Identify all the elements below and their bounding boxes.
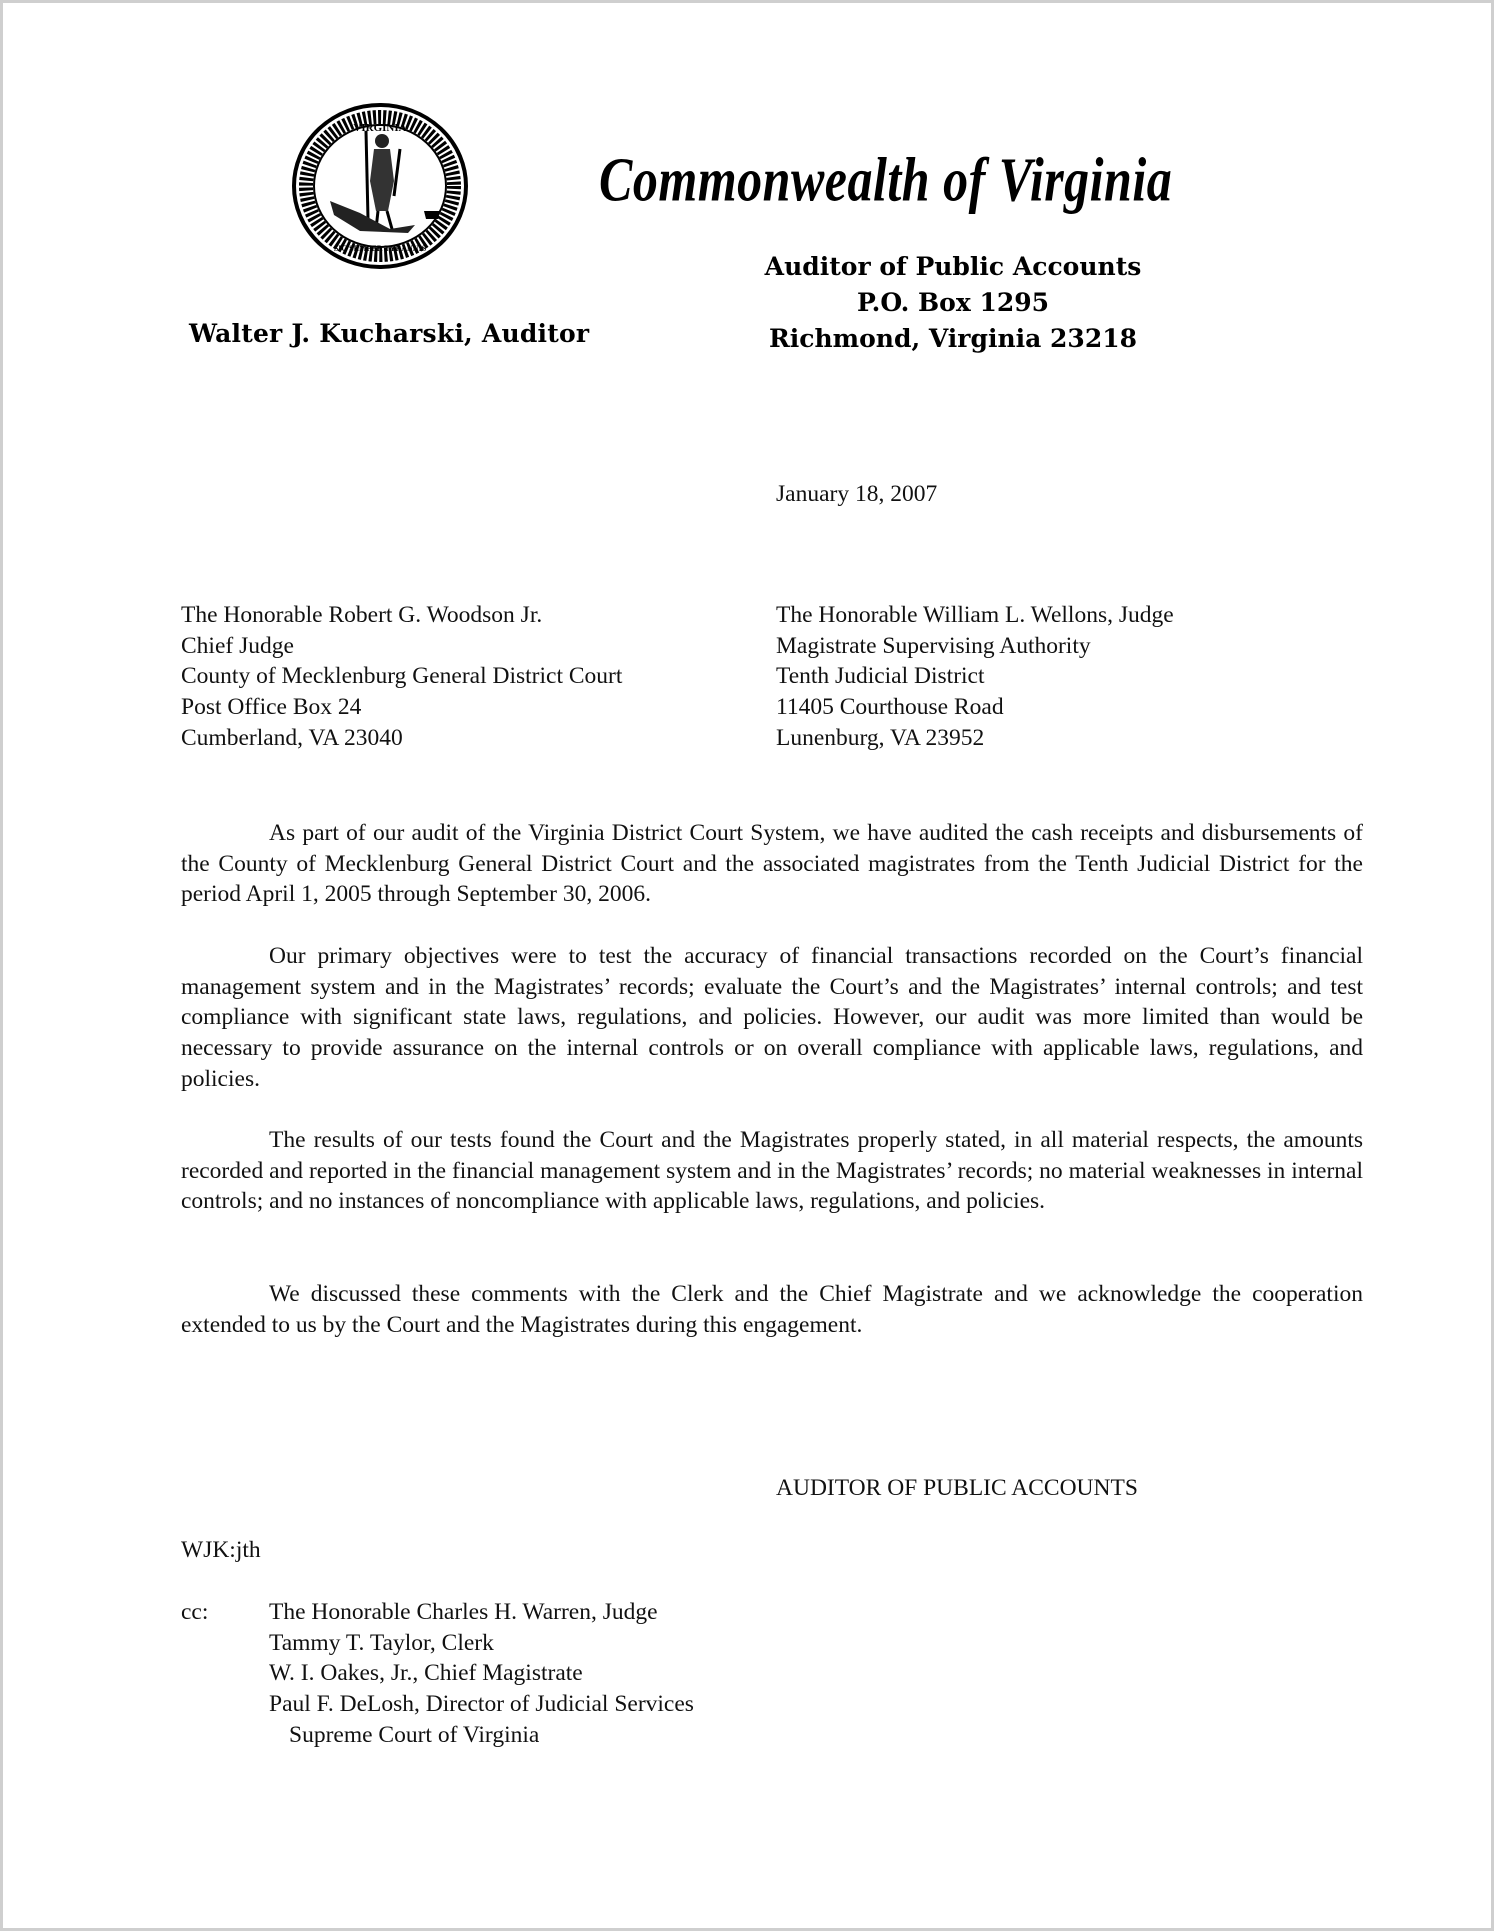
address-line: The Honorable Robert G. Woodson Jr.: [181, 602, 543, 628]
address-line: Cumberland, VA 23040: [181, 724, 403, 751]
cc-recipient: W. I. Oakes, Jr., Chief Magistrate: [269, 1660, 583, 1687]
office-po-box: P.O. Box 1295: [856, 288, 1050, 317]
letterhead-title: Commonwealth of Virginia: [599, 144, 1173, 215]
cc-label: cc:: [181, 1599, 209, 1625]
svg-text:SIC SEMPER TYRANNIS: SIC SEMPER TYRANNIS: [333, 244, 427, 253]
cc-recipient-list: [269, 1597, 694, 1751]
address-line: Magistrate Supervising Authority: [776, 632, 1091, 659]
office-address-block: [743, 249, 1163, 357]
body-paragraph: The results of our tests found the Court and the Magistrates properly stated, in all material respects, the amounts recorded and reported in the financial management system and in the Magistrates’ records; no material weaknesses in internal controls; and no instances of noncompliance with applicable laws, regulations, and policies.: [181, 1127, 1363, 1215]
body-paragraph: As part of our audit of the Virginia District Court System, we have audited the cash receipts and disbursements of the County of Mecklenburg General District Court and the associated magistrates from the Tenth Judicial District for the period April 1, 2005 through September 30, 2006.: [181, 820, 1363, 908]
signature-block: AUDITOR OF PUBLIC ACCOUNTS: [776, 1475, 1138, 1501]
address-line: Tenth Judicial District: [776, 663, 985, 690]
cc-recipient: Supreme Court of Virginia: [289, 1721, 540, 1748]
typist-initials: WJK:jth: [181, 1537, 261, 1563]
cc-recipient: The Honorable Charles H. Warren, Judge: [269, 1599, 658, 1625]
address-line: Post Office Box 24: [181, 694, 362, 721]
cc-recipient: Paul F. DeLosh, Director of Judicial Services: [269, 1691, 694, 1718]
office-name: Auditor of Public Accounts: [764, 252, 1142, 281]
office-city-state-zip: Richmond, Virginia 23218: [768, 324, 1138, 353]
body-paragraph: Our primary objectives were to test the accuracy of financial transactions recorded on the Court’s financial management system and in the Magistrates’ records; evaluate the Court’s and the Magistrates’ internal controls; and test compliance with significant state laws, regulations, and policies. However, our audit was more limited than would be necessary to provide assurance on the internal controls or on overall compliance with applicable laws, regulations, and policies.: [181, 943, 1363, 1092]
letter-date: January 18, 2007: [776, 481, 938, 507]
recipient-address-left: [181, 600, 622, 754]
address-line: Lunenburg, VA 23952: [776, 724, 985, 751]
address-line: Chief Judge: [181, 632, 294, 659]
recipient-address-right: [776, 600, 1174, 754]
address-line: 11405 Courthouse Road: [776, 694, 1004, 721]
address-line: County of Mecklenburg General District Court: [181, 663, 623, 690]
cc-recipient: Tammy T. Taylor, Clerk: [269, 1629, 494, 1656]
body-paragraph: We discussed these comments with the Clerk and the Chief Magistrate and we acknowledge the cooperation extended to us by the Court and the Magistrates during this engagement.: [181, 1281, 1363, 1338]
auditor-name: Walter J. Kucharski, Auditor: [189, 319, 590, 348]
virginia-state-seal-icon: [290, 101, 470, 271]
svg-text:VIRGINIA: VIRGINIA: [353, 122, 407, 134]
address-line: The Honorable William L. Wellons, Judge: [776, 602, 1174, 628]
